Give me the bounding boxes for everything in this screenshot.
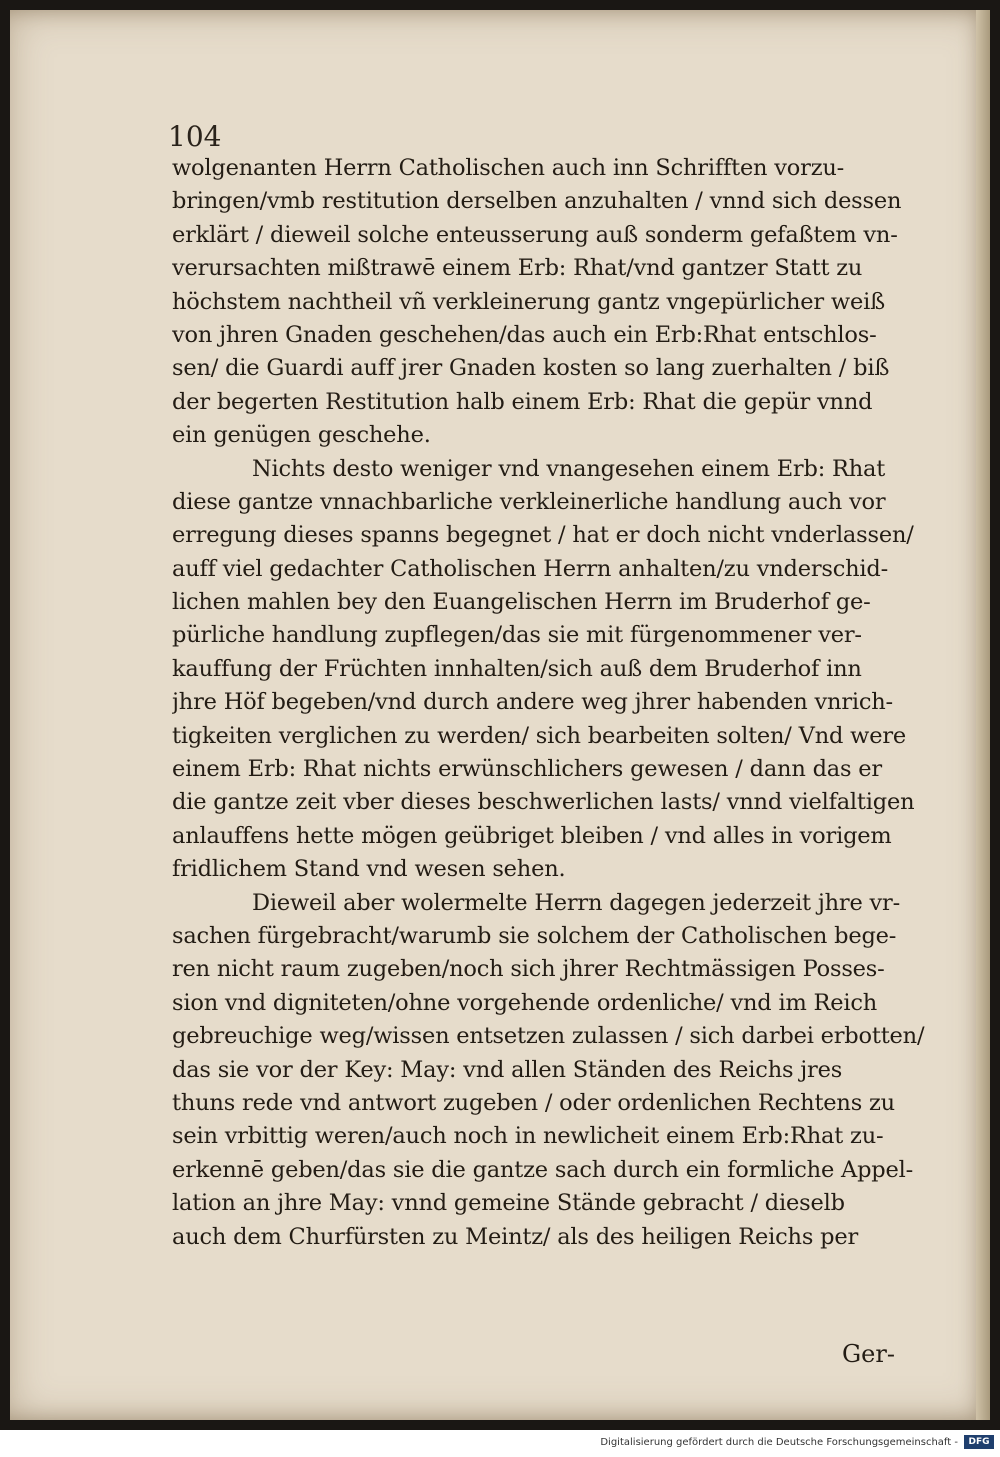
text-line: von jhren Gnaden geschehen/das auch ein Erb:Rhat entschlos- bbox=[172, 321, 877, 348]
text-line: bringen/vmb restitution derselben anzuhalten / vnnd sich dessen bbox=[172, 188, 902, 215]
page-number: 104 bbox=[168, 120, 222, 153]
text-line: sen/ die Guardi auff jrer Gnaden kosten so lang zuerhalten / biß bbox=[172, 355, 890, 382]
text-line: die gantze zeit vber dieses beschwerlichen lasts/ vnnd vielfaltigen bbox=[172, 789, 915, 816]
text-line: Dieweil aber wolermelte Herrn dagegen jederzeit jhre vr- bbox=[252, 889, 901, 916]
text-line: sachen fürgebracht/warumb sie solchem der Catholischen bege- bbox=[172, 922, 897, 949]
text-line: fridlichem Stand vnd wesen sehen. bbox=[172, 856, 566, 883]
text-line: wolgenanten Herrn Catholischen auch inn Schrifften vorzu- bbox=[172, 155, 845, 181]
text-line: höchstem nachtheil vñ verkleinerung gantz vngepürlicher weiß bbox=[172, 288, 885, 315]
text-line: pürliche handlung zupflegen/das sie mit fürgenommener ver- bbox=[172, 622, 862, 649]
text-line: diese gantze vnnachbarliche verkleinerliche handlung auch vor bbox=[172, 488, 886, 515]
text-line: Nichts desto weniger vnd vnangesehen einem Erb: Rhat bbox=[252, 455, 886, 482]
page-text bbox=[172, 152, 952, 1254]
page-edge bbox=[976, 10, 990, 1420]
text-line: jhre Höf begeben/vnd durch andere weg jhrer habenden vnrich- bbox=[172, 689, 893, 716]
dfg-logo-icon: DFG bbox=[964, 1435, 994, 1449]
text-line: gebreuchige weg/wissen entsetzen zulassen / sich darbei erbotten/ bbox=[172, 1023, 925, 1050]
footer-bar bbox=[0, 1430, 1000, 1457]
text-line: das sie vor der Key: May: vnd allen Ständen des Reichs jres bbox=[172, 1056, 843, 1083]
text-line: kauffung der Früchten innhalten/sich auß dem Bruderhof inn bbox=[172, 655, 862, 682]
catchword: Ger- bbox=[842, 1340, 895, 1368]
text-line: der begerten Restitution halb einem Erb: Rhat die gepür vnnd bbox=[172, 388, 873, 415]
text-line: auch dem Churfürsten zu Meintz/ als des heiligen Reichs per bbox=[172, 1223, 858, 1250]
text-line: anlauffens hette mögen geübriget bleiben / vnd alles in vorigem bbox=[172, 822, 892, 849]
text-line: ren nicht raum zugeben/noch sich jhrer Rechtmässigen Posses- bbox=[172, 956, 885, 983]
text-line: tigkeiten verglichen zu werden/ sich bearbeiten solten/ Vnd were bbox=[172, 722, 906, 749]
text-line: lation an jhre May: vnnd gemeine Stände gebracht / dieselb bbox=[172, 1190, 845, 1217]
text-line: einem Erb: Rhat nichts erwünschlichers gewesen / dann das er bbox=[172, 756, 882, 783]
text-line: erregung dieses spanns begegnet / hat er doch nicht vnderlassen/ bbox=[172, 522, 914, 549]
text-line: verursachten mißtrawē einem Erb: Rhat/vnd gantzer Statt zu bbox=[172, 255, 863, 282]
text-line: sion vnd digniteten/ohne vorgehende ordenliche/ vnd im Reich bbox=[172, 989, 878, 1016]
funding-credit: Digitalisierung gefördert durch die Deutsche Forschungsgemeinschaft - bbox=[600, 1437, 958, 1448]
text-line: auff viel gedachter Catholischen Herrn anhalten/zu vnderschid- bbox=[172, 555, 889, 582]
text-line: erkennē geben/das sie die gantze sach durch ein formliche Appel- bbox=[172, 1156, 913, 1183]
text-line: ein genügen geschehe. bbox=[172, 422, 431, 449]
text-line: sein vrbittig weren/auch noch in newlicheit einem Erb:Rhat zu- bbox=[172, 1123, 884, 1150]
text-line: thuns rede vnd antwort zugeben / oder ordenlichen Rechtens zu bbox=[172, 1089, 895, 1116]
text-line: erklärt / dieweil solche enteusserung auß sonderm gefaßtem vn- bbox=[172, 221, 898, 248]
text-line: lichen mahlen bey den Euangelischen Herrn im Bruderhof ge- bbox=[172, 589, 871, 616]
